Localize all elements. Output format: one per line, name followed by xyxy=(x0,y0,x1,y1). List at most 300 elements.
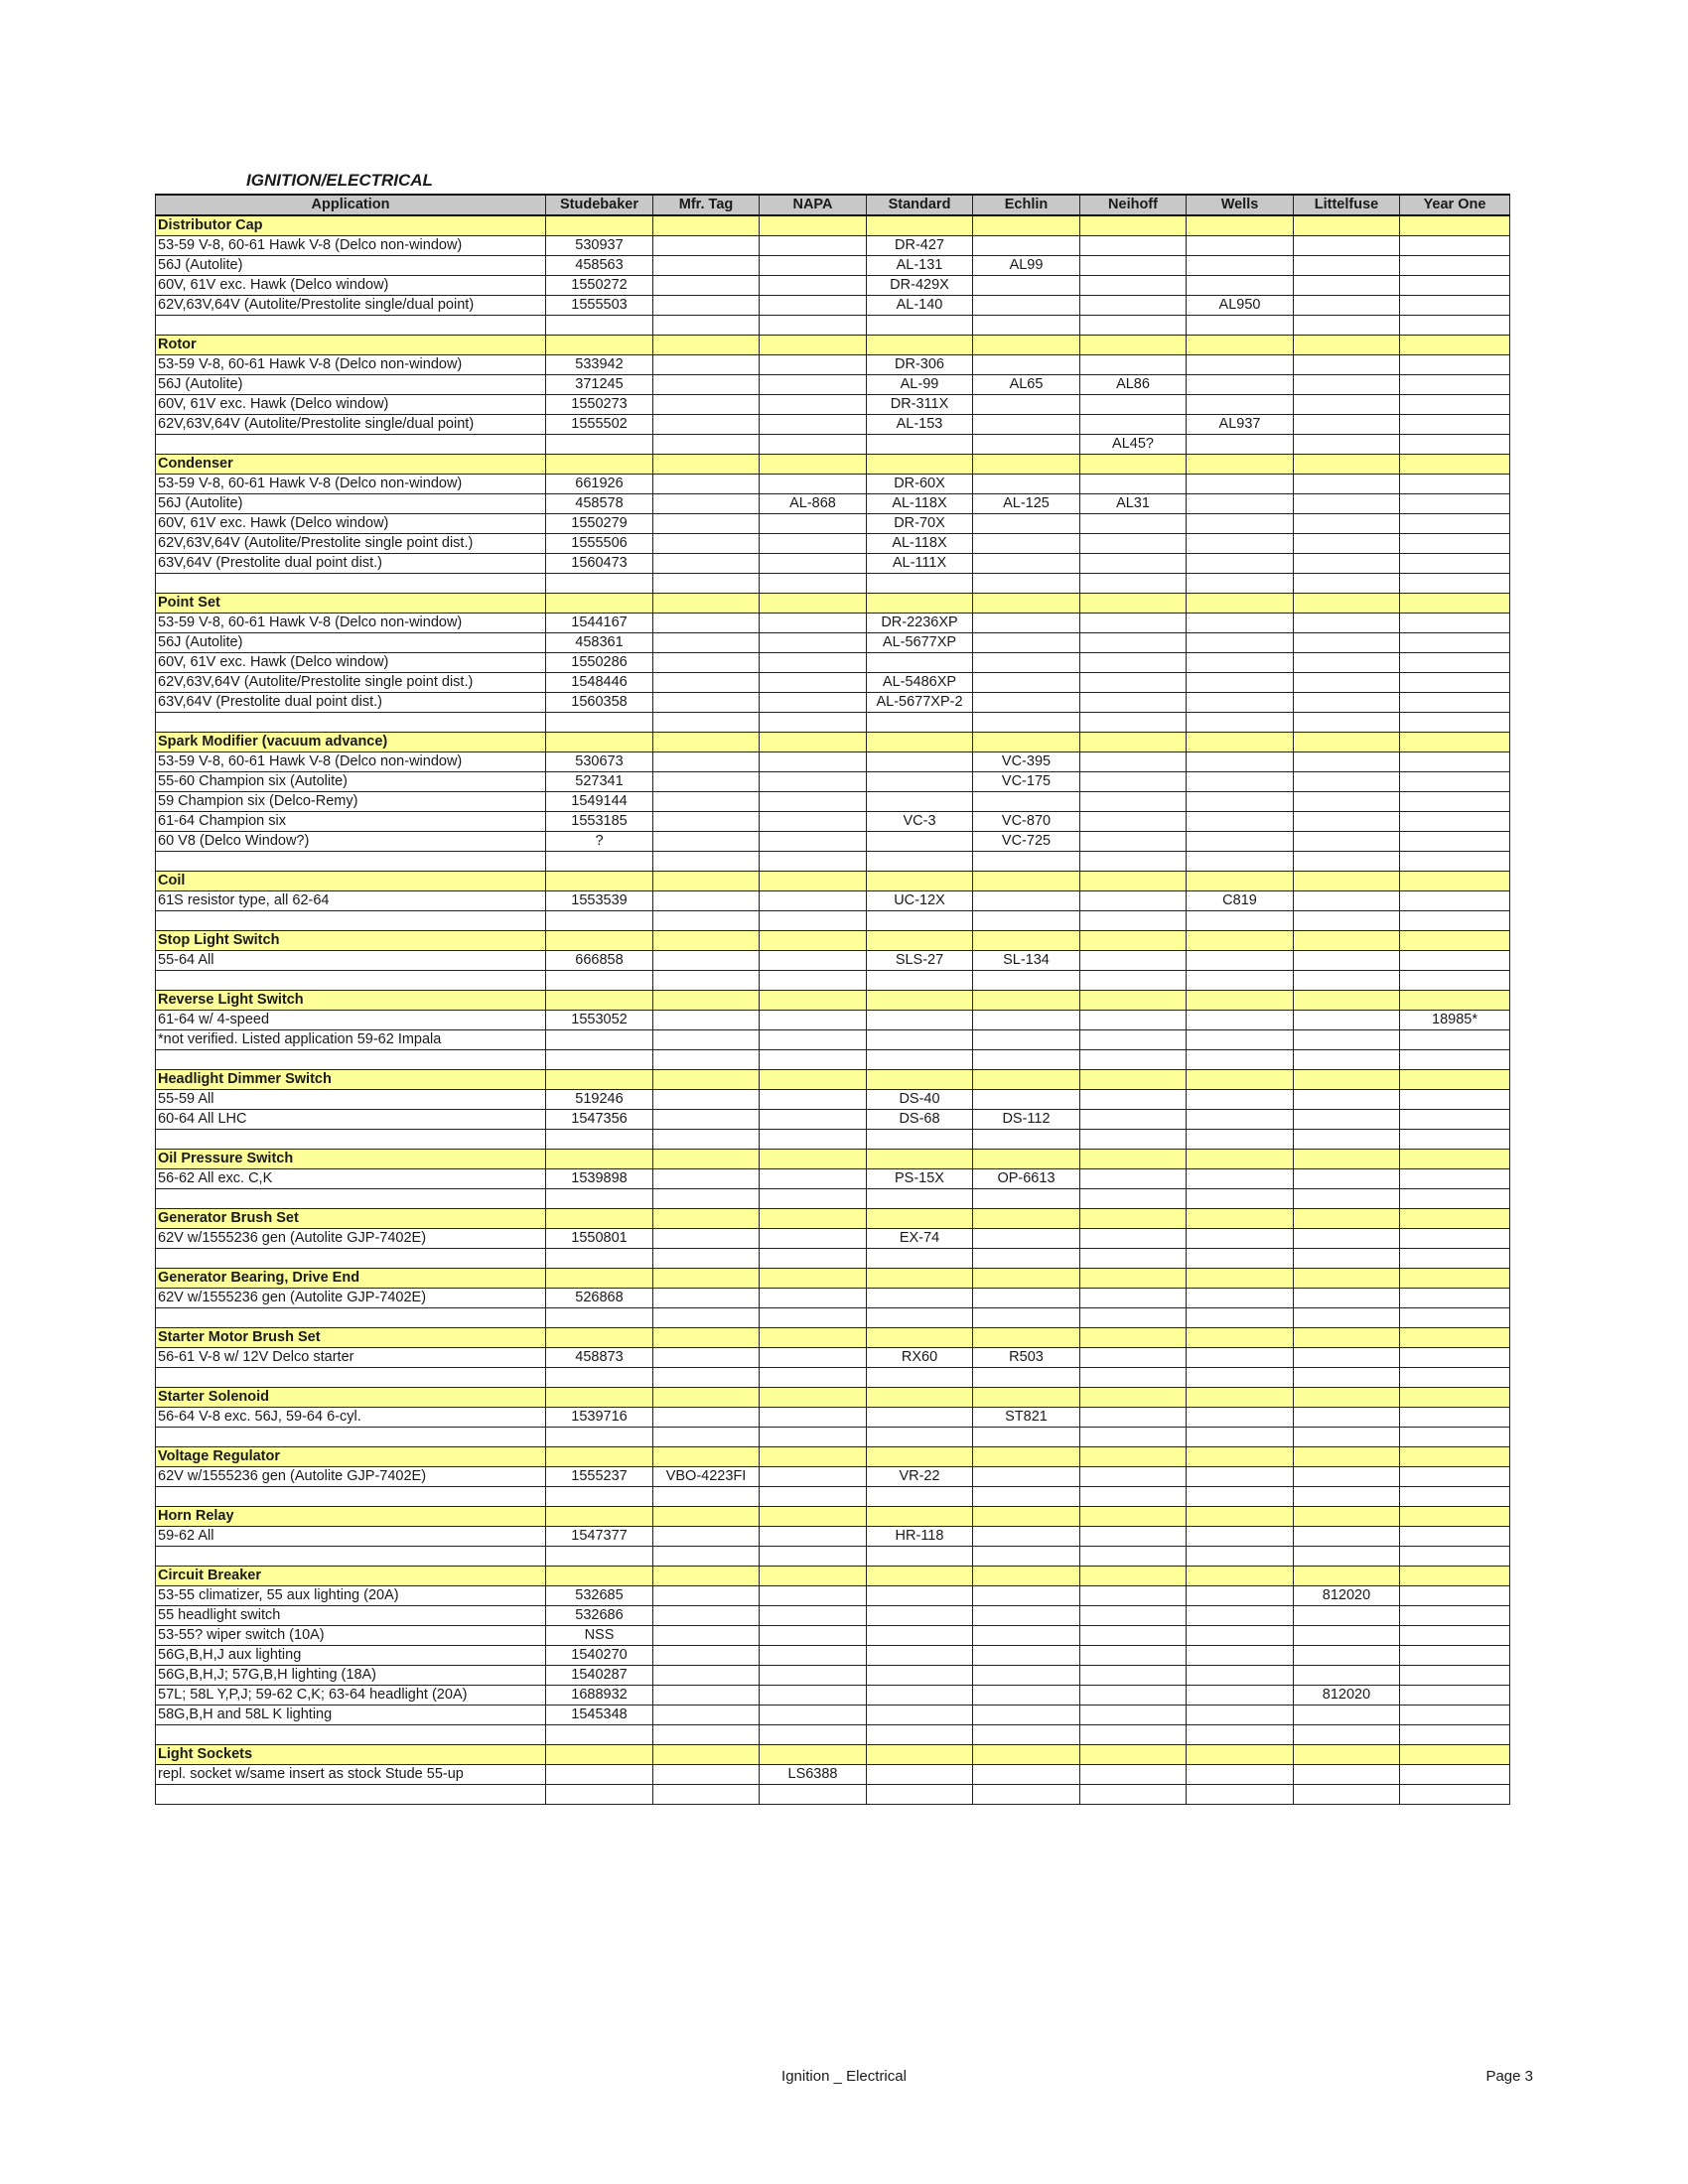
part-number-cell xyxy=(1400,1467,1510,1487)
application-cell: 56-61 V-8 w/ 12V Delco starter xyxy=(156,1348,546,1368)
application-cell xyxy=(156,911,546,931)
section-title: Stop Light Switch xyxy=(156,931,546,951)
part-number-cell xyxy=(973,971,1080,991)
part-number-cell xyxy=(1400,852,1510,872)
section-header-row xyxy=(156,1070,1510,1090)
part-number-cell: 458361 xyxy=(546,633,653,653)
part-number-cell: 1553185 xyxy=(546,812,653,832)
section-header-row xyxy=(156,733,1510,752)
part-number-cell xyxy=(760,534,867,554)
part-number-cell xyxy=(546,316,653,336)
part-number-cell xyxy=(1080,1666,1187,1686)
part-number-cell xyxy=(760,1487,867,1507)
section-cell xyxy=(1294,1388,1400,1408)
part-number-cell xyxy=(973,415,1080,435)
part-number-cell xyxy=(973,276,1080,296)
section-cell xyxy=(1080,1745,1187,1765)
part-number-cell xyxy=(1294,1487,1400,1507)
part-number-cell: VC-3 xyxy=(867,812,973,832)
part-number-cell xyxy=(653,633,760,653)
section-cell xyxy=(1080,1567,1187,1586)
part-number-cell xyxy=(760,1527,867,1547)
part-number-cell xyxy=(1294,1467,1400,1487)
part-number-cell xyxy=(1400,832,1510,852)
part-number-cell xyxy=(1080,653,1187,673)
section-cell xyxy=(760,1328,867,1348)
part-number-cell xyxy=(1400,316,1510,336)
part-number-cell xyxy=(1187,276,1294,296)
part-number-cell xyxy=(653,574,760,594)
column-header: Neihoff xyxy=(1080,195,1187,215)
part-number-cell xyxy=(1294,971,1400,991)
section-cell xyxy=(1187,733,1294,752)
part-number-cell xyxy=(1080,1110,1187,1130)
part-number-cell xyxy=(973,355,1080,375)
part-number-cell xyxy=(546,1249,653,1269)
section-cell xyxy=(760,1209,867,1229)
section-cell xyxy=(1187,1328,1294,1348)
part-number-cell: DS-68 xyxy=(867,1110,973,1130)
section-cell xyxy=(653,1209,760,1229)
application-cell xyxy=(156,574,546,594)
table-row xyxy=(156,1249,1510,1269)
part-number-cell: 458578 xyxy=(546,494,653,514)
section-cell xyxy=(546,1269,653,1289)
part-number-cell xyxy=(1080,1487,1187,1507)
part-number-cell xyxy=(760,415,867,435)
part-number-cell xyxy=(760,1169,867,1189)
part-number-cell xyxy=(867,772,973,792)
section-header-row xyxy=(156,1150,1510,1169)
table-row xyxy=(156,1785,1510,1805)
section-cell xyxy=(867,872,973,891)
part-number-cell: 1544167 xyxy=(546,614,653,633)
part-number-cell xyxy=(760,1249,867,1269)
part-number-cell xyxy=(1187,673,1294,693)
section-cell xyxy=(546,872,653,891)
table-row xyxy=(156,1030,1510,1050)
part-number-cell xyxy=(760,574,867,594)
section-cell xyxy=(867,1507,973,1527)
section-cell xyxy=(867,1328,973,1348)
part-number-cell xyxy=(1400,1249,1510,1269)
part-number-cell xyxy=(1187,494,1294,514)
part-number-cell xyxy=(1294,1408,1400,1428)
section-cell xyxy=(973,1507,1080,1527)
part-number-cell xyxy=(1400,971,1510,991)
part-number-cell: SLS-27 xyxy=(867,951,973,971)
part-number-cell xyxy=(1294,772,1400,792)
part-number-cell: AL-5677XP xyxy=(867,633,973,653)
section-header-row xyxy=(156,931,1510,951)
part-number-cell xyxy=(1187,792,1294,812)
section-cell xyxy=(1400,336,1510,355)
column-header: Standard xyxy=(867,195,973,215)
section-cell xyxy=(1294,1507,1400,1527)
part-number-cell xyxy=(1400,1408,1510,1428)
application-cell xyxy=(156,1547,546,1567)
table-row xyxy=(156,653,1510,673)
application-cell: 53-59 V-8, 60-61 Hawk V-8 (Delco non-window) xyxy=(156,355,546,375)
part-number-cell xyxy=(973,1547,1080,1567)
part-number-cell xyxy=(973,1706,1080,1725)
part-number-cell xyxy=(1080,1626,1187,1646)
part-number-cell xyxy=(1294,633,1400,653)
section-cell xyxy=(760,872,867,891)
part-number-cell xyxy=(653,693,760,713)
part-number-cell xyxy=(1400,1189,1510,1209)
part-number-cell xyxy=(1187,633,1294,653)
part-number-cell: 18985* xyxy=(1400,1011,1510,1030)
section-cell xyxy=(1400,1745,1510,1765)
part-number-cell xyxy=(760,1706,867,1725)
section-cell xyxy=(1294,1328,1400,1348)
table-row xyxy=(156,494,1510,514)
section-cell xyxy=(546,1209,653,1229)
section-cell xyxy=(867,1388,973,1408)
section-cell xyxy=(1294,594,1400,614)
part-number-cell xyxy=(973,475,1080,494)
table-row xyxy=(156,673,1510,693)
part-number-cell xyxy=(1294,1011,1400,1030)
part-number-cell xyxy=(760,1289,867,1308)
part-number-cell xyxy=(653,1368,760,1388)
section-header-row xyxy=(156,1745,1510,1765)
table-row xyxy=(156,554,1510,574)
application-cell xyxy=(156,1130,546,1150)
section-cell xyxy=(1187,1070,1294,1090)
section-cell xyxy=(1400,1388,1510,1408)
part-number-cell xyxy=(973,1626,1080,1646)
section-cell xyxy=(546,1447,653,1467)
part-number-cell xyxy=(1400,1229,1510,1249)
part-number-cell xyxy=(1187,653,1294,673)
part-number-cell: VC-870 xyxy=(973,812,1080,832)
part-number-cell xyxy=(1080,1428,1187,1447)
section-title: Coil xyxy=(156,872,546,891)
section-cell xyxy=(867,594,973,614)
section-cell xyxy=(546,1328,653,1348)
section-cell xyxy=(760,1388,867,1408)
table-body xyxy=(156,215,1510,1805)
table-row xyxy=(156,1348,1510,1368)
section-cell xyxy=(867,1070,973,1090)
part-number-cell xyxy=(1187,1467,1294,1487)
part-number-cell xyxy=(760,614,867,633)
part-number-cell xyxy=(1400,1428,1510,1447)
section-cell xyxy=(1294,931,1400,951)
part-number-cell xyxy=(760,1606,867,1626)
part-number-cell xyxy=(1080,713,1187,733)
part-number-cell: AL-131 xyxy=(867,256,973,276)
part-number-cell xyxy=(760,653,867,673)
application-cell: 56J (Autolite) xyxy=(156,633,546,653)
part-number-cell xyxy=(1080,792,1187,812)
table-row xyxy=(156,911,1510,931)
section-cell xyxy=(1294,1745,1400,1765)
section-cell xyxy=(653,733,760,752)
part-number-cell xyxy=(653,1646,760,1666)
part-number-cell: 527341 xyxy=(546,772,653,792)
part-number-cell xyxy=(973,1646,1080,1666)
table-row xyxy=(156,1229,1510,1249)
part-number-cell xyxy=(973,693,1080,713)
part-number-cell xyxy=(653,375,760,395)
part-number-cell xyxy=(1400,1785,1510,1805)
part-number-cell xyxy=(760,1686,867,1706)
section-cell xyxy=(760,991,867,1011)
part-number-cell xyxy=(653,1090,760,1110)
section-cell xyxy=(1294,1447,1400,1467)
part-number-cell xyxy=(1187,1249,1294,1269)
part-number-cell xyxy=(653,276,760,296)
part-number-cell xyxy=(653,395,760,415)
part-number-cell xyxy=(1187,1785,1294,1805)
part-number-cell xyxy=(1400,1308,1510,1328)
section-cell xyxy=(653,1150,760,1169)
application-cell xyxy=(156,1785,546,1805)
application-cell: 62V,63V,64V (Autolite/Prestolite single/dual point) xyxy=(156,296,546,316)
part-number-cell xyxy=(1187,1368,1294,1388)
part-number-cell xyxy=(973,911,1080,931)
section-cell xyxy=(1294,215,1400,236)
part-number-cell xyxy=(1294,375,1400,395)
application-cell: 62V w/1555236 gen (Autolite GJP-7402E) xyxy=(156,1467,546,1487)
part-number-cell xyxy=(546,852,653,872)
part-number-cell xyxy=(1080,355,1187,375)
part-number-cell xyxy=(760,514,867,534)
application-cell xyxy=(156,971,546,991)
part-number-cell xyxy=(1080,1686,1187,1706)
part-number-cell xyxy=(1294,1547,1400,1567)
part-number-cell xyxy=(1080,316,1187,336)
part-number-cell: 1545348 xyxy=(546,1706,653,1725)
table-row xyxy=(156,852,1510,872)
section-cell xyxy=(973,594,1080,614)
part-number-cell xyxy=(1400,276,1510,296)
part-number-cell xyxy=(1187,713,1294,733)
application-cell: 53-55 climatizer, 55 aux lighting (20A) xyxy=(156,1586,546,1606)
table-row xyxy=(156,514,1510,534)
part-number-cell xyxy=(1080,1725,1187,1745)
part-number-cell xyxy=(546,1189,653,1209)
part-number-cell xyxy=(1400,355,1510,375)
part-number-cell xyxy=(973,296,1080,316)
section-title: Light Sockets xyxy=(156,1745,546,1765)
column-header: Echlin xyxy=(973,195,1080,215)
section-cell xyxy=(1400,1447,1510,1467)
part-number-cell xyxy=(1187,475,1294,494)
table-row xyxy=(156,1169,1510,1189)
application-cell xyxy=(156,1487,546,1507)
part-number-cell xyxy=(1080,673,1187,693)
part-number-cell xyxy=(1187,1626,1294,1646)
part-number-cell xyxy=(1080,911,1187,931)
part-number-cell: AL-5677XP-2 xyxy=(867,693,973,713)
table-row xyxy=(156,534,1510,554)
part-number-cell xyxy=(867,1765,973,1785)
section-cell xyxy=(867,215,973,236)
section-cell xyxy=(1294,991,1400,1011)
part-number-cell xyxy=(653,1169,760,1189)
part-number-cell: AL-111X xyxy=(867,554,973,574)
part-number-cell xyxy=(973,514,1080,534)
part-number-cell xyxy=(1400,1487,1510,1507)
part-number-cell xyxy=(1080,256,1187,276)
part-number-cell xyxy=(1400,1686,1510,1706)
part-number-cell xyxy=(973,633,1080,653)
section-cell xyxy=(546,991,653,1011)
part-number-cell xyxy=(653,1686,760,1706)
part-number-cell xyxy=(1187,1189,1294,1209)
part-number-cell xyxy=(653,971,760,991)
part-number-cell: PS-15X xyxy=(867,1169,973,1189)
part-number-cell: 1555237 xyxy=(546,1467,653,1487)
part-number-cell xyxy=(973,1011,1080,1030)
part-number-cell: AL-868 xyxy=(760,494,867,514)
part-number-cell xyxy=(760,435,867,455)
section-cell xyxy=(867,1447,973,1467)
application-cell xyxy=(156,1428,546,1447)
part-number-cell xyxy=(1187,1011,1294,1030)
application-cell: 63V,64V (Prestolite dual point dist.) xyxy=(156,554,546,574)
part-number-cell xyxy=(867,1050,973,1070)
section-cell xyxy=(653,1507,760,1527)
part-number-cell: 1539716 xyxy=(546,1408,653,1428)
table-row xyxy=(156,1547,1510,1567)
section-cell xyxy=(1080,215,1187,236)
table-row xyxy=(156,1586,1510,1606)
application-cell: 55-60 Champion six (Autolite) xyxy=(156,772,546,792)
part-number-cell xyxy=(1294,752,1400,772)
part-number-cell xyxy=(1294,355,1400,375)
part-number-cell: C819 xyxy=(1187,891,1294,911)
section-cell xyxy=(1294,455,1400,475)
section-cell xyxy=(1080,991,1187,1011)
part-number-cell xyxy=(1294,236,1400,256)
part-number-cell xyxy=(1400,812,1510,832)
section-cell xyxy=(546,1745,653,1765)
part-number-cell xyxy=(1294,435,1400,455)
table-row xyxy=(156,395,1510,415)
part-number-cell xyxy=(653,891,760,911)
section-cell xyxy=(1294,1150,1400,1169)
part-number-cell xyxy=(760,1467,867,1487)
section-cell xyxy=(1400,594,1510,614)
part-number-cell xyxy=(653,713,760,733)
table-row xyxy=(156,713,1510,733)
part-number-cell xyxy=(1400,752,1510,772)
section-cell xyxy=(653,215,760,236)
part-number-cell: 532686 xyxy=(546,1606,653,1626)
part-number-cell xyxy=(867,1626,973,1646)
part-number-cell: 1540270 xyxy=(546,1646,653,1666)
part-number-cell xyxy=(1294,1527,1400,1547)
part-number-cell xyxy=(1400,435,1510,455)
part-number-cell xyxy=(1080,752,1187,772)
section-cell xyxy=(1080,455,1187,475)
part-number-cell xyxy=(867,1686,973,1706)
section-title: Starter Solenoid xyxy=(156,1388,546,1408)
part-number-cell xyxy=(1294,1646,1400,1666)
part-number-cell xyxy=(867,1368,973,1388)
part-number-cell xyxy=(1080,296,1187,316)
part-number-cell xyxy=(653,554,760,574)
table-row xyxy=(156,1626,1510,1646)
part-number-cell xyxy=(760,772,867,792)
section-cell xyxy=(760,455,867,475)
table-row xyxy=(156,832,1510,852)
application-cell: 62V w/1555236 gen (Autolite GJP-7402E) xyxy=(156,1229,546,1249)
part-number-cell xyxy=(973,574,1080,594)
part-number-cell xyxy=(760,792,867,812)
part-number-cell xyxy=(1400,1626,1510,1646)
application-cell xyxy=(156,1189,546,1209)
part-number-cell xyxy=(760,1626,867,1646)
part-number-cell xyxy=(653,534,760,554)
application-cell: 53-59 V-8, 60-61 Hawk V-8 (Delco non-window) xyxy=(156,236,546,256)
section-cell xyxy=(1187,991,1294,1011)
section-cell xyxy=(973,215,1080,236)
part-number-cell xyxy=(653,1725,760,1745)
application-cell: 60V, 61V exc. Hawk (Delco window) xyxy=(156,653,546,673)
application-cell: repl. socket w/same insert as stock Stude 55-up xyxy=(156,1765,546,1785)
section-header-row xyxy=(156,215,1510,236)
part-number-cell xyxy=(760,1308,867,1328)
part-number-cell xyxy=(760,395,867,415)
part-number-cell xyxy=(1400,1030,1510,1050)
part-number-cell xyxy=(867,1606,973,1626)
sheet-title: IGNITION/ELECTRICAL xyxy=(246,171,433,190)
section-cell xyxy=(760,931,867,951)
part-number-cell: VBO-4223FI xyxy=(653,1467,760,1487)
section-cell xyxy=(1187,594,1294,614)
part-number-cell xyxy=(1080,1189,1187,1209)
part-number-cell xyxy=(1294,534,1400,554)
part-number-cell xyxy=(1080,1050,1187,1070)
part-number-cell xyxy=(1294,1308,1400,1328)
part-number-cell xyxy=(973,1090,1080,1110)
section-title: Generator Brush Set xyxy=(156,1209,546,1229)
part-number-cell xyxy=(760,1011,867,1030)
section-title: Generator Bearing, Drive End xyxy=(156,1269,546,1289)
section-cell xyxy=(1187,1507,1294,1527)
part-number-cell xyxy=(546,1547,653,1567)
part-number-cell xyxy=(1080,614,1187,633)
part-number-cell: DS-40 xyxy=(867,1090,973,1110)
part-number-cell xyxy=(973,1289,1080,1308)
table-row xyxy=(156,693,1510,713)
part-number-cell xyxy=(1294,1785,1400,1805)
part-number-cell: DR-306 xyxy=(867,355,973,375)
part-number-cell: 1550273 xyxy=(546,395,653,415)
part-number-cell xyxy=(653,514,760,534)
part-number-cell: 812020 xyxy=(1294,1586,1400,1606)
part-number-cell: VC-725 xyxy=(973,832,1080,852)
part-number-cell xyxy=(1294,1706,1400,1725)
part-number-cell: 1550272 xyxy=(546,276,653,296)
part-number-cell xyxy=(1080,1368,1187,1388)
part-number-cell xyxy=(760,951,867,971)
part-number-cell: HR-118 xyxy=(867,1527,973,1547)
part-number-cell: DR-427 xyxy=(867,236,973,256)
part-number-cell xyxy=(653,256,760,276)
section-cell xyxy=(867,1150,973,1169)
part-number-cell xyxy=(1080,1229,1187,1249)
part-number-cell xyxy=(867,316,973,336)
part-number-cell xyxy=(1400,574,1510,594)
section-cell xyxy=(1400,931,1510,951)
